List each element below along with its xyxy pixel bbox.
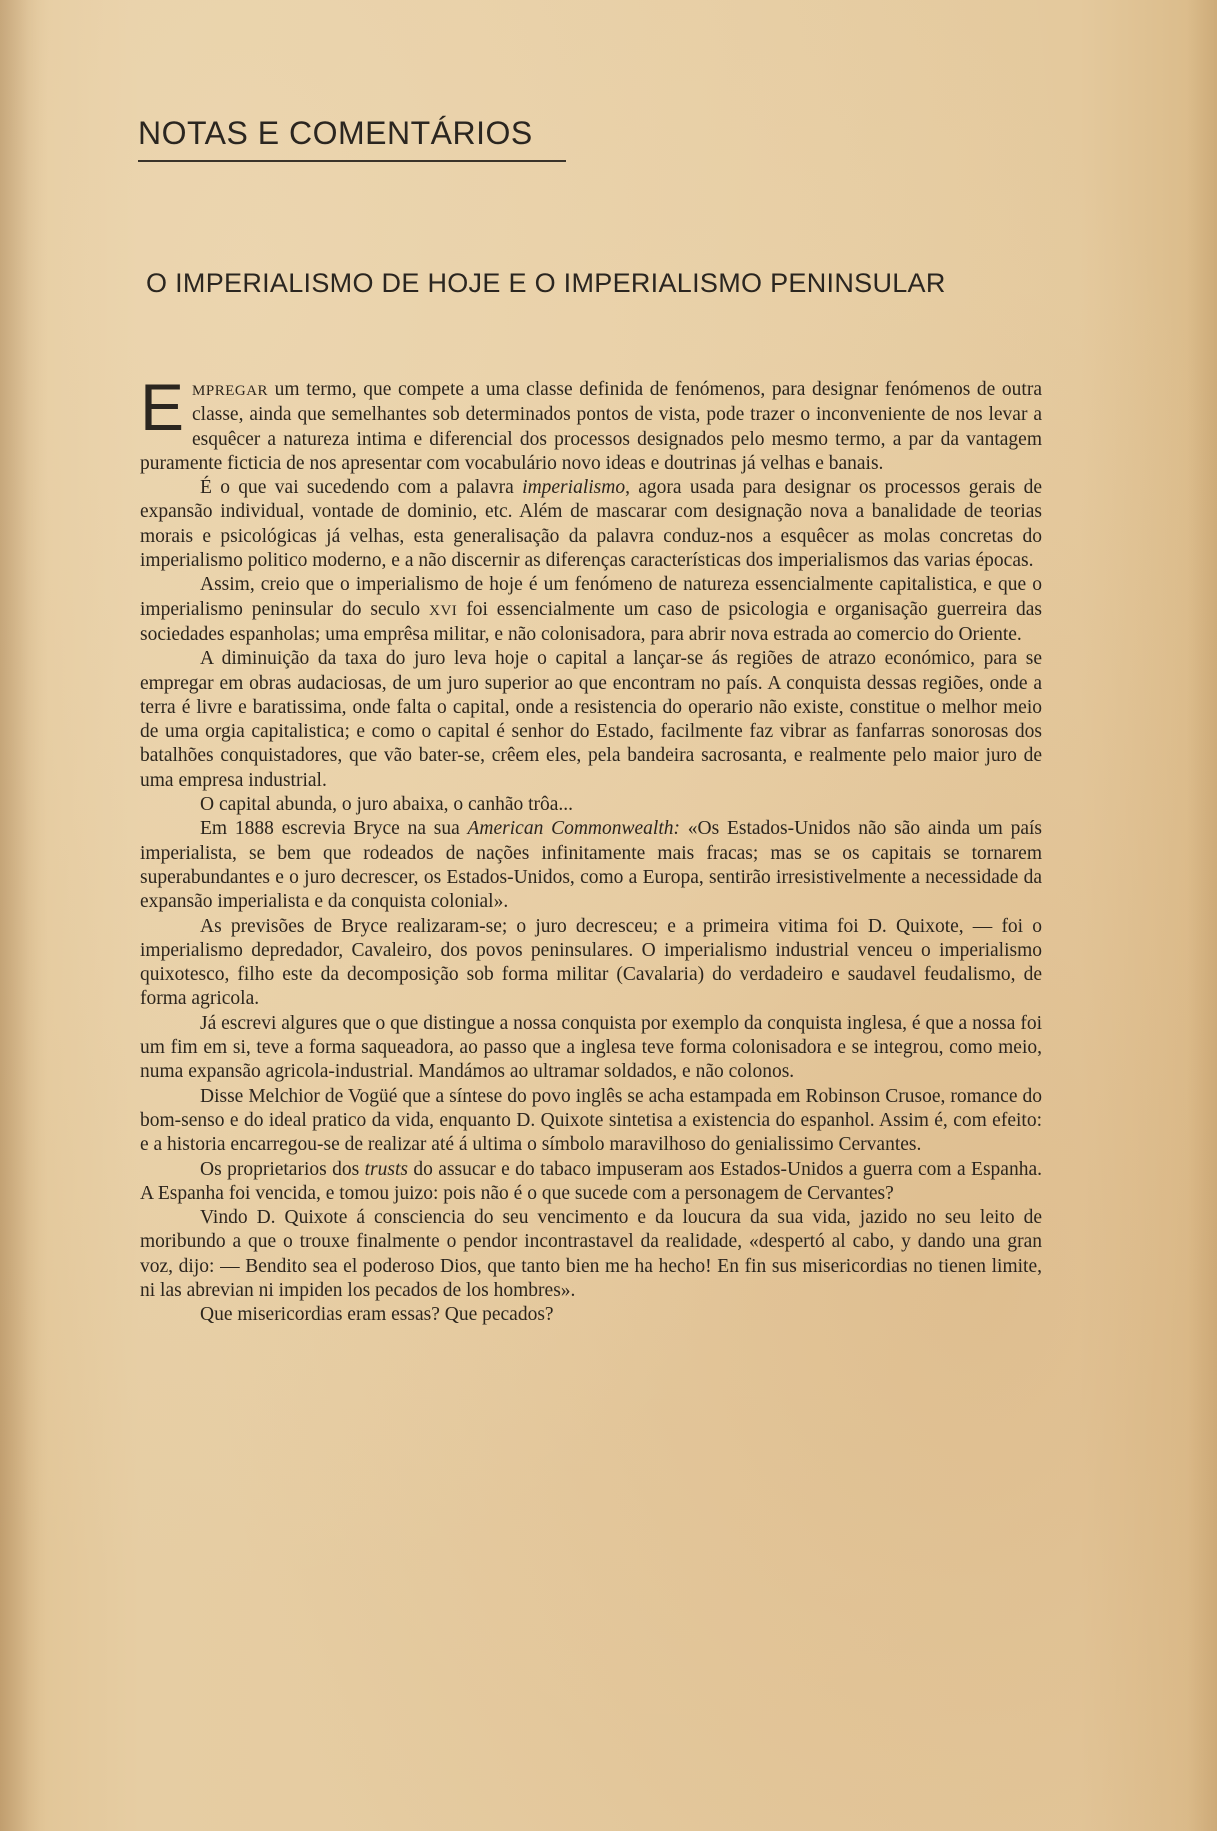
page-edge-shadow [0,0,48,1831]
paragraph-2-text-b: , agora usada para designar os processos gerais de expansão individual, vontade de dominio, etc. Além de mascarar com designação nova a banalidade de teorias morais e psicológicas já velhas, esta generalisação da palavra conduz-nos a esquêcer as molas concretas do imperialismo politico moderno, e a não discernir as diferenças características dos imperialismos das varias épocas. [140,477,1042,572]
paragraph-10 [140,1158,1042,1207]
paragraph-11: Vindo D. Quixote á consciencia do seu vencimento e da loucura da sua vida, jazido no seu leito de moribundo a que o trouxe finalmente o pendor incontrastavel da realidade, «despertó al cabo, y dando una gran voz, dijo: — Bendito sea el poderoso Dios, que tanto bien me ha hecho! En fin sus misericordias no tienen limite, ni las abrevian ni impiden los pecados de los hombres». [140,1207,1042,1301]
century-numeral: XVI [429,602,458,619]
page-edge-shadow-right [1187,0,1217,1831]
term-imperialismo: imperialismo [522,477,626,499]
paragraph-2 [140,476,1042,573]
paragraph-4: A diminuição da taxa do juro leva hoje o capital a lançar-se ás regiões de atrazo económico, para se empregar em obras audaciosas, de um juro superior ao que encontram no país. A conquista dessas regiões, onde a terra é livre e baratissima, onde falta o capital, onde a resistencia do operario não existe, constitue o melhor meio de uma orgia capitalistica; e como o capital é senhor do Estado, facilmente faz vibrar as fanfarras sonorosas dos batalhões conquistadores, que vão bater-se, crêem eles, pela bandeira sacrosanta, e realmente pelo maior juro de uma empresa industrial. [140,648,1042,791]
paragraph-8: Já escrevi algures que o que distingue a nossa conquista por exemplo da conquista inglesa, é que a nossa foi um fim em si, teve a forma saqueadora, ao passo que a inglesa teve forma colonisadora e se integrou, como meio, numa expansão agricola-industrial. Mandámos ao ultramar soldados, e não colonos. [140,1012,1042,1083]
paragraph-6-text-a: Em 1888 escrevia Bryce na sua [200,818,468,840]
book-title-american-commonwealth: American Commonwealth: [467,818,681,840]
paragraph-12: Que misericordias eram essas? Que pecados? [200,1304,554,1326]
paragraph-5: O capital abunda, o juro abaixa, o canhão trôa... [200,794,574,816]
section-title: NOTAS E COMENTÁRIOS [138,115,533,151]
paragraph-6-text-b: «Os Estados-Unidos não são ainda um país imperialista, se bem que rodeados de nações infinitamente mais fracas; mas se os capitais se tornarem superabundantes e o juro decrescer, os Estados-Unidos, como a Europa, sentirão irresistivelmente a necessidade da expansão imperialista e da conquista colonial». [140,818,1042,913]
paragraph-2-text-a: É o que vai sucedendo com a palavra [200,477,523,499]
paragraph-1-text: um termo, que compete a uma classe definida de fenómenos, para designar fenómenos de outra classe, ainda que semelhantes sob determinados pontos de vista, pode trazer o inconveniente de nos levar a esquêcer a natureza intima e diferencial dos processos designados pelo mesmo termo, a par da vantagem puramente ficticia de nos apresentar com vocabulário novo ideas e doutrinas já velhas e banais. [140,379,1042,474]
paragraph-6 [140,817,1042,914]
paragraph-3 [140,573,1042,647]
article-title: O IMPERIALISMO DE HOJE E O IMPERIALISMO PENINSULAR [146,268,946,298]
section-title-underline [138,160,566,162]
paragraph-9: Disse Melchior de Vogüé que a síntese do povo inglês se acha estampada em Robinson Crusoe, romance do bom-senso e do ideal pratico da vida, enquanto D. Quixote sintetisa a existencia do espanhol. Assim é, com efeito: e a historia encarregou-se de realizar até á ultima o símbolo maravilhoso do genialissimo Cervantes. [140,1085,1042,1156]
paragraph-3-text-b: foi essencialmente um caso de psicologia e organisação guerreira das sociedades espanholas; uma emprêsa militar, e não colonisadora, para abrir nova estrada ao comercio do Oriente. [140,598,1043,645]
drop-cap: E [140,370,185,444]
article-body [140,370,1043,1328]
paragraph-10-text-a: Os proprietarios dos [200,1158,365,1180]
paragraph-3-text-a: Assim, creio que o imperialismo de hoje é um fenómeno de natureza essencialmente capitalistica, e que o imperialismo peninsular do seculo [140,574,1042,620]
paragraph-1 [140,370,1042,476]
paragraph-10-text-b: do assucar e do tabaco impuseram aos Estados-Unidos a guerra com a Espanha. A Espanha foi vencida, e tomou juizo: pois não é o que sucede com a personagem de Cervantes? [140,1158,1042,1204]
term-trusts: trusts [364,1158,408,1180]
paragraph-7: As previsões de Bryce realizaram-se; o juro decresceu; e a primeira vitima foi D. Quixote, — foi o imperialismo depredador, Cavaleiro, dos povos peninsulares. O imperialismo industrial venceu o imperialismo quixotesco, filho este da decomposição sob forma militar (Cavalaria) do verdadeiro e saudavel feudalismo, de forma agricola. [140,915,1042,1010]
lead-word: MPREGAR [192,383,269,399]
